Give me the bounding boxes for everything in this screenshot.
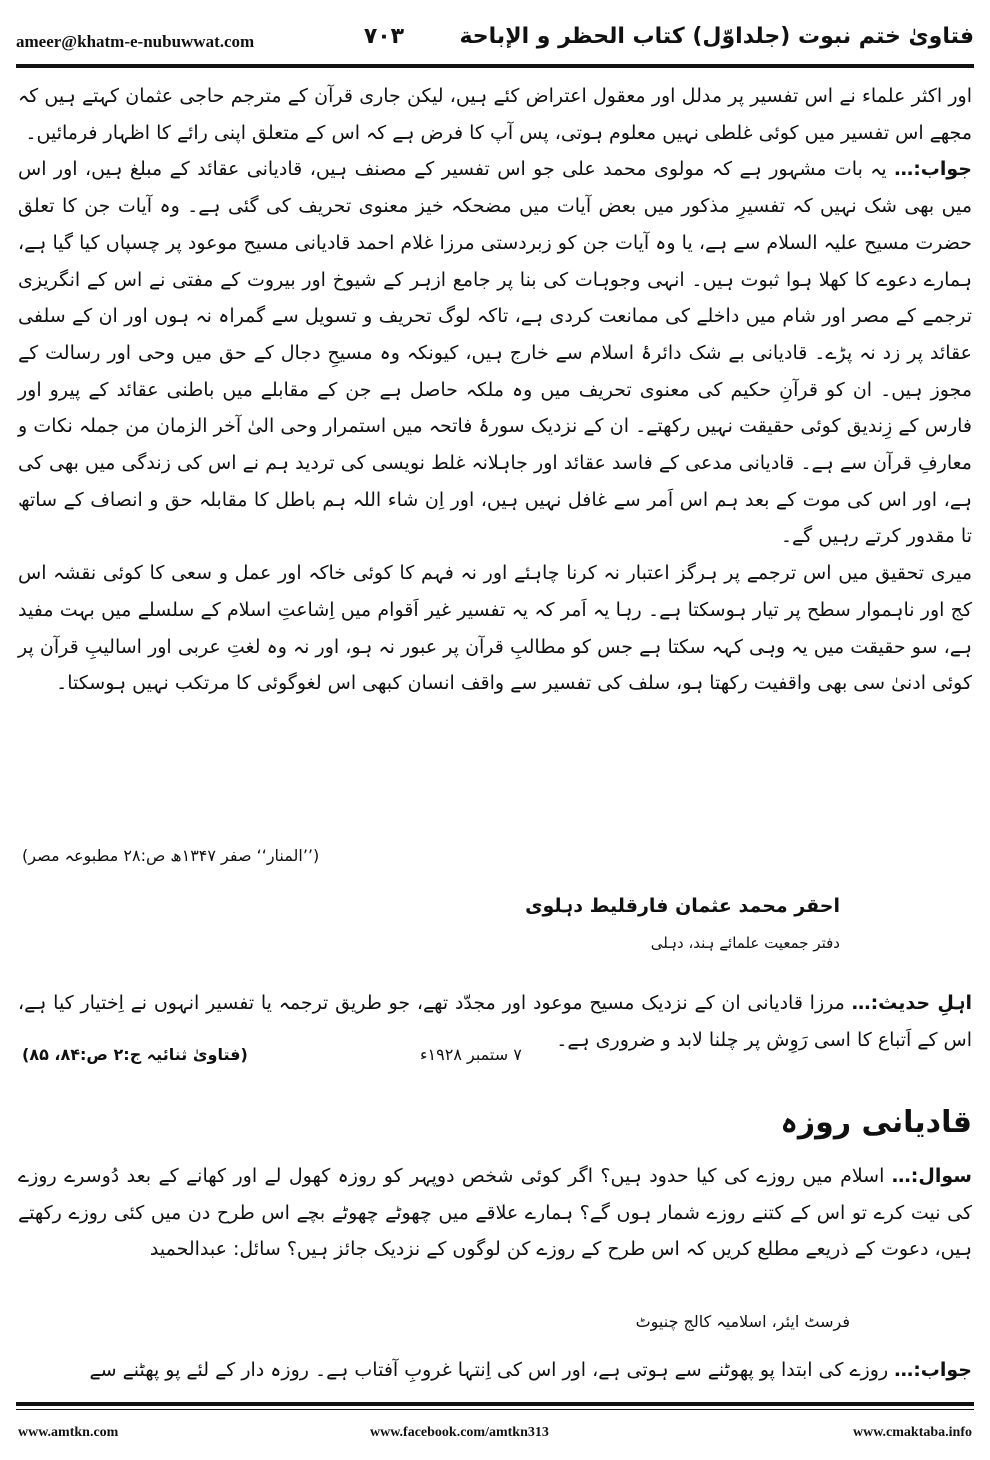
signature-name: احقر محمد عثمان فارقلیط دہلوی xyxy=(525,895,840,917)
book-title: فتاویٰ ختم نبوت (جلداوّل) کتاب الحظر و الإباحة xyxy=(459,24,974,49)
asker-name: سائل: عبدالحمید xyxy=(149,1238,281,1261)
page-body xyxy=(18,78,972,702)
answer-text: یہ بات مشہور ہے کہ مولوی محمد علی جو اس تفسیر کے مصنف ہیں، قادیانی عقائد کے مبلغ ہیں، اور اس میں بھی شک نہیں کہ تفسیرِ مذکور میں بعض آیات میں مضحکہ خیز معنوی تحریف کی گئی ہے۔ وہ آیات جن کا تعلق حضرت مسیح علیہ السلام سے ہے، یا وہ آیات جن کو زبردستی مرزا غلام احمد قادیانی مسیح موعود پر چسپاں کیا گیا ہے، ہمارے دعوے کا کھلا ہوا ثبوت ہیں۔ انہی وجوہات کی بنا پر جامع ازہر کے شیوخ اور بیروت کے مفتی نے اس کے انگریزی ترجمے کے مصر اور شام میں داخلے کی ممانعت کردی ہے، تاکہ لوگ تحریف و تسویل سے گمراہ نہ ہوں اور ان کے سلفی عقائد پر زد نہ پڑے۔ قادیانی بے شک دائرۂ اسلام سے خارج ہیں، کیونکہ وہ مسیحِ دجال کے حق میں وحی اور رسالت کے مجوز ہیں۔ ان کو قرآنِ حکیم کی معنوی تحریف میں وہ ملکہ حاصل ہے جن کے مقابلے میں باطنی عقائد کے پیرو اور فارس کے زِندیق کوئی حقیقت نہیں رکھتے۔ ان کے نزدیک سورۂ فاتحہ میں استمرار وحی الیٰ آخر الزمان من جملہ نکات و معارفِ قرآن سے ہے۔ قادیانی مدعی کے فاسد عقائد اور جاہلانہ غلط نویسی کی تردید ہم نے اس کی زندگی میں بھی کی ہے، اور اس کی موت کے بعد ہم اس اَمر سے غافل نہیں ہیں، اور اِن شاء اللہ ہم باطل کا مقابلہ حق و انصاف کے ساتھ تا مقدور کرتے رہیں گے۔ xyxy=(18,158,972,548)
ahle-hadith-label: اہلِ حدیث:… xyxy=(851,992,973,1014)
header-title-line xyxy=(364,24,974,49)
header-email[interactable]: ameer@khatm-e-nubuwwat.com xyxy=(16,32,255,51)
page-number: ۷۰۳ xyxy=(363,24,405,49)
signature-office: دفتر جمعیت علمائے ہند، دہلی xyxy=(650,934,840,952)
answer-paragraph-2: میری تحقیق میں اس ترجمے پر ہرگز اعتبار نہ کرنا چاہئے اور نہ فہم کا کوئی خاکہ اور عمل و سعی کا کوئی نقشہ اس کج اور ناہموار سطح پر تیار ہوسکتا ہے۔ رہا یہ اَمر کہ یہ تفسیر غیر اَقوام میں اِشاعتِ اسلام کے سلسلے میں بہت مفید ہے، سو حقیقت میں یہ وہی کہہ سکتا ہے جس کو مطالبِ قرآن پر عبور نہ ہو، اور نہ وہ لغتِ عربی اور اسالیبِ قرآن پر کوئی ادنیٰ سی بھی واقفیت رکھتا ہو، سلف کی تفسیر سے واقف انسان کبھی اس لغوگوئی کا مرتکب نہیں ہوسکتا۔ xyxy=(18,562,972,695)
fast-answer-text: روزے کی ابتدا پو پھوٹنے سے ہوتی ہے، اور اس کی اِنتہا غروبِ آفتاب ہے۔ روزہ دار کے لئے پو پھٹنے سے xyxy=(89,1359,889,1381)
footer-link-facebook[interactable]: www.facebook.com/amtkn313 xyxy=(370,1425,549,1440)
citation-thanaiya: (فتاویٰ ثنائیہ ج:۲ ص:۸۴، ۸۵) xyxy=(22,1045,248,1064)
page-header xyxy=(16,22,974,62)
footer-rule-thin xyxy=(16,1409,974,1410)
fast-answer-label: جواب:… xyxy=(894,1359,972,1381)
question-label: سوال:… xyxy=(891,1165,972,1187)
footer-rule-thick xyxy=(16,1402,974,1406)
citation-almanar: (’’المنار‘‘ صفر ۱۳۴۷ھ ص:۲۸ مطبوعہ مصر) xyxy=(22,846,320,865)
fast-answer-section xyxy=(18,1352,972,1389)
asker-detail: فرسٹ ایئر، اسلامیہ کالج چنیوٹ xyxy=(635,1312,850,1331)
answer-paragraph xyxy=(18,151,972,555)
section-heading: قادیانی روزہ xyxy=(780,1105,972,1140)
footer-link-cmaktaba[interactable]: www.cmaktaba.info xyxy=(852,1425,972,1440)
question-section xyxy=(18,1158,972,1268)
header-rule xyxy=(16,64,974,68)
question-text: اسلام میں روزے کی کیا حدود ہیں؟ اگر کوئی شخص دوپہر کو روزہ کھول لے اور کھانے کے بعد دُوسرے روزے کی نیت کرے تو اس کے کتنے روزے شمار ہوں گے؟ ہمارے علاقے میں چھوٹے چھوٹے بچے اس طرح دن میں کئی روزے رکھتے ہیں، دعوت کے ذریعے مطلع کریں کہ اس طرح کے روزے کن لوگوں کے نزدیک جائز ہیں؟ xyxy=(18,1165,972,1261)
question-intro: اور اکثر علماء نے اس تفسیر پر مدلل اور معقول اعتراض کئے ہیں، لیکن جاری قرآن کے مترجم حاجی عثمان کہتے ہیں کہ مجھے اس تفسیر میں کوئی غلطی نہیں معلوم ہوتی، پس آپ کا فرض ہے کہ اس کے متعلق اپنی رائے کا اظہار فرمائیں۔ xyxy=(18,85,972,144)
fatwa-date: ۷ ستمبر ۱۹۲۸ء xyxy=(420,1045,522,1064)
footer-link-amtkn[interactable]: www.amtkn.com xyxy=(18,1425,119,1440)
answer-label: جواب:… xyxy=(894,158,972,181)
ahle-hadith-text: مرزا قادیانی ان کے نزدیک مسیح موعود اور مجدّد تھے، جو طریق ترجمہ یا تفسیر انہوں نے اِختیار کیا ہے، اس کے اَتباع کا اسی رَوِش پر چلنا لابد و ضروری ہے۔ xyxy=(18,992,972,1051)
